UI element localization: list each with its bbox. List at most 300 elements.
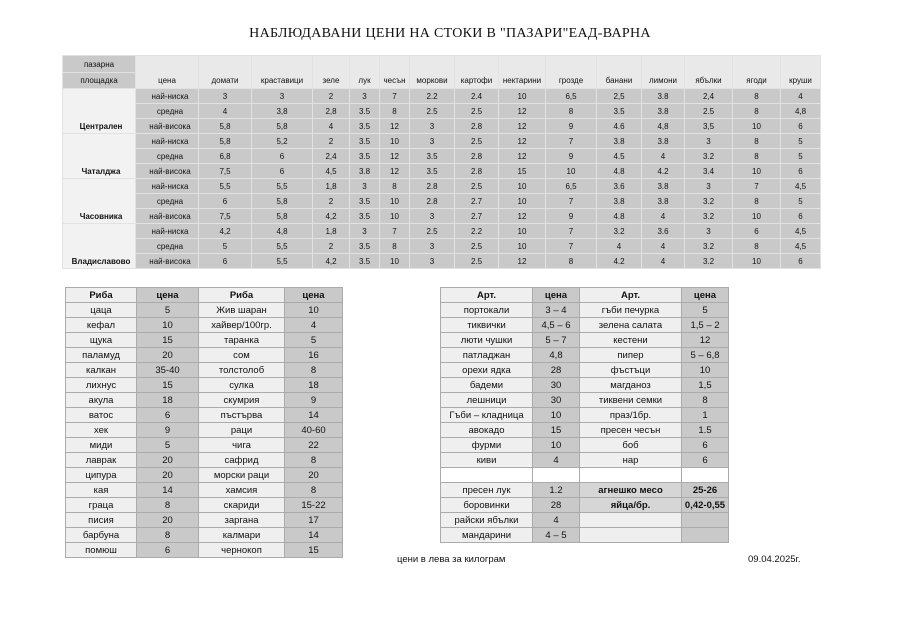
- item-name-cell: хайвер/100гр.: [199, 318, 284, 332]
- item-name-cell: пресен лук: [441, 483, 532, 497]
- price-cell: 4: [781, 89, 820, 103]
- col-header: лук: [350, 56, 379, 88]
- price-cell: 3: [350, 224, 379, 238]
- price-cell: 3: [199, 89, 251, 103]
- item-name-cell: калкан: [66, 363, 136, 377]
- price-cell: 5: [781, 194, 820, 208]
- price-cell: 10: [733, 254, 780, 268]
- price-level-label: най-ниска: [136, 224, 198, 238]
- price-cell: 3: [350, 179, 379, 193]
- price-cell: 3.8: [642, 104, 684, 118]
- item-name-cell: люти чушки: [441, 333, 532, 347]
- item-price-cell: 1.2: [533, 483, 579, 497]
- item-price-cell: 12: [682, 333, 728, 347]
- item-price-cell: 20: [137, 453, 198, 467]
- item-name-cell: скариди: [199, 498, 284, 512]
- price-cell: 7: [546, 224, 596, 238]
- price-cell: 4.6: [597, 119, 641, 133]
- item-name-cell: зелена салата: [580, 318, 681, 332]
- price-cell: 6: [733, 224, 780, 238]
- item-price-cell: 5: [137, 438, 198, 452]
- price-cell: 2,5: [597, 89, 641, 103]
- market-name: Централен: [63, 89, 135, 133]
- col-header: зеле: [313, 56, 349, 88]
- price-cell: 5,8: [252, 119, 312, 133]
- price-cell: 4: [199, 104, 251, 118]
- item-price-cell: 8: [682, 393, 728, 407]
- item-name-cell: лешници: [441, 393, 532, 407]
- item-price-cell: 5: [137, 303, 198, 317]
- item-name-cell: скумрия: [199, 393, 284, 407]
- price-cell: 3.8: [597, 134, 641, 148]
- item-price-cell: [682, 513, 728, 527]
- price-level-label: най-ниска: [136, 134, 198, 148]
- price-cell: 12: [499, 104, 545, 118]
- price-cell: 2.5: [410, 104, 454, 118]
- price-cell: 1,8: [313, 179, 349, 193]
- item-name-cell: боб: [580, 438, 681, 452]
- price-cell: 3.6: [642, 224, 684, 238]
- price-cell: 2.5: [455, 134, 498, 148]
- price-cell: 2: [313, 89, 349, 103]
- item-price-cell: 28: [533, 363, 579, 377]
- price-cell: 3.5: [410, 149, 454, 163]
- item-price-cell: 1,5: [682, 378, 728, 392]
- price-cell: 3.8: [642, 194, 684, 208]
- item-price-cell: 30: [533, 378, 579, 392]
- item-name-cell: ватос: [66, 408, 136, 422]
- corner-header-bottom: площадка: [63, 73, 135, 88]
- item-price-cell: 10: [285, 303, 342, 317]
- item-name-cell: сом: [199, 348, 284, 362]
- price-cell: 2.2: [410, 89, 454, 103]
- item-name-cell: калмари: [199, 528, 284, 542]
- price-cell: 4: [642, 239, 684, 253]
- col-header: Риба: [199, 288, 284, 302]
- item-price-cell: 17: [285, 513, 342, 527]
- price-cell: 2.8: [455, 149, 498, 163]
- price-cell: 9: [546, 119, 596, 133]
- item-name-cell: Гъби – кладница: [441, 408, 532, 422]
- item-price-cell: 8: [137, 498, 198, 512]
- price-cell: 12: [499, 209, 545, 223]
- item-price-cell: 8: [285, 483, 342, 497]
- item-price-cell: 8: [137, 528, 198, 542]
- price-cell: 5,8: [199, 119, 251, 133]
- report-date: 09.04.2025г.: [748, 554, 801, 565]
- item-name-cell: пъстърва: [199, 408, 284, 422]
- price-cell: 15: [499, 164, 545, 178]
- price-cell: 5: [781, 149, 820, 163]
- price-cell: 7: [546, 194, 596, 208]
- price-cell: 4,2: [313, 254, 349, 268]
- price-cell: 3: [685, 134, 732, 148]
- item-name-cell: сафрид: [199, 453, 284, 467]
- price-cell: 12: [380, 149, 409, 163]
- item-price-cell: 10: [137, 318, 198, 332]
- price-cell: 4: [642, 254, 684, 268]
- item-name-cell: кефал: [66, 318, 136, 332]
- item-name-cell: яйца/бр.: [580, 498, 681, 512]
- item-price-cell: 20: [137, 513, 198, 527]
- price-cell: 8: [546, 254, 596, 268]
- item-name-cell: фъстъци: [580, 363, 681, 377]
- item-name-cell: нар: [580, 453, 681, 467]
- price-cell: 12: [380, 164, 409, 178]
- price-cell: 3: [685, 179, 732, 193]
- item-name-cell: раци: [199, 423, 284, 437]
- price-cell: 10: [499, 179, 545, 193]
- item-name-cell: [441, 468, 532, 482]
- price-cell: 5,5: [252, 239, 312, 253]
- price-cell: 2.8: [410, 194, 454, 208]
- item-price-cell: 6: [137, 543, 198, 557]
- price-cell: 6: [252, 149, 312, 163]
- item-name-cell: пипер: [580, 348, 681, 362]
- price-cell: 7,5: [199, 164, 251, 178]
- item-name-cell: кестени: [580, 333, 681, 347]
- price-cell: 12: [380, 119, 409, 133]
- price-cell: 2,4: [313, 149, 349, 163]
- price-cell: 3.8: [597, 194, 641, 208]
- price-cell: 12: [499, 134, 545, 148]
- price-cell: 2.7: [455, 209, 498, 223]
- price-cell: 2.2: [455, 224, 498, 238]
- price-level-label: средна: [136, 149, 198, 163]
- price-cell: 6: [199, 254, 251, 268]
- price-cell: 9: [546, 149, 596, 163]
- units-note: цени в лева за килограм: [397, 554, 506, 565]
- item-price-cell: 15-22: [285, 498, 342, 512]
- price-cell: 4,5: [781, 224, 820, 238]
- price-cell: 5,5: [199, 179, 251, 193]
- item-name-cell: сулка: [199, 378, 284, 392]
- page-title: НАБЛЮДАВАНИ ЦЕНИ НА СТОКИ В "ПАЗАРИ"ЕАД-ВАРНА: [249, 26, 651, 41]
- col-header: цена: [682, 288, 728, 302]
- price-cell: 3: [350, 89, 379, 103]
- price-cell: 5,5: [252, 179, 312, 193]
- item-name-cell: паламуд: [66, 348, 136, 362]
- item-name-cell: тиквени семки: [580, 393, 681, 407]
- price-cell: 2.8: [410, 179, 454, 193]
- item-price-cell: 8: [285, 363, 342, 377]
- item-price-cell: 25-26: [682, 483, 728, 497]
- price-cell: 10: [499, 239, 545, 253]
- price-cell: 3.2: [685, 254, 732, 268]
- market-name: Чаталджа: [63, 134, 135, 178]
- item-price-cell: 6: [682, 438, 728, 452]
- item-price-cell: 30: [533, 393, 579, 407]
- item-name-cell: барбуна: [66, 528, 136, 542]
- price-cell: 8: [733, 149, 780, 163]
- price-cell: 2.5: [455, 179, 498, 193]
- item-price-cell: 0,42-0,55: [682, 498, 728, 512]
- fish-price-table: [65, 287, 343, 558]
- price-cell: 8: [733, 134, 780, 148]
- price-level-label: средна: [136, 194, 198, 208]
- item-price-cell: 10: [533, 408, 579, 422]
- price-cell: 3.5: [350, 209, 379, 223]
- item-price-cell: 14: [285, 528, 342, 542]
- item-price-cell: 15: [285, 543, 342, 557]
- col-header: Риба: [66, 288, 136, 302]
- price-cell: 2.8: [455, 164, 498, 178]
- item-name-cell: фурми: [441, 438, 532, 452]
- item-price-cell: 14: [137, 483, 198, 497]
- item-name-cell: помюш: [66, 543, 136, 557]
- price-cell: 4: [313, 119, 349, 133]
- item-price-cell: 5: [682, 303, 728, 317]
- col-header: ябълки: [685, 56, 732, 88]
- price-cell: 6: [252, 164, 312, 178]
- col-header: чесън: [380, 56, 409, 88]
- price-cell: 10: [546, 164, 596, 178]
- price-cell: 9: [546, 209, 596, 223]
- item-name-cell: хек: [66, 423, 136, 437]
- col-header: цена: [136, 56, 198, 88]
- price-cell: 3: [410, 209, 454, 223]
- item-price-cell: 4: [285, 318, 342, 332]
- price-cell: 3.2: [685, 149, 732, 163]
- item-name-cell: [580, 528, 681, 542]
- item-price-cell: 10: [533, 438, 579, 452]
- price-cell: 7: [546, 134, 596, 148]
- item-name-cell: тиквички: [441, 318, 532, 332]
- item-price-cell: 5: [285, 333, 342, 347]
- item-price-cell: [682, 528, 728, 542]
- price-cell: 6: [781, 119, 820, 133]
- item-price-cell: 35-40: [137, 363, 198, 377]
- price-cell: 4: [597, 239, 641, 253]
- item-price-cell: 20: [285, 468, 342, 482]
- item-name-cell: хамсия: [199, 483, 284, 497]
- item-name-cell: цаца: [66, 303, 136, 317]
- item-name-cell: щука: [66, 333, 136, 347]
- price-level-label: най-висока: [136, 119, 198, 133]
- price-cell: 3: [410, 254, 454, 268]
- price-level-label: най-висока: [136, 209, 198, 223]
- price-cell: 2,8: [313, 104, 349, 118]
- price-cell: 2: [313, 194, 349, 208]
- price-cell: 4.8: [597, 209, 641, 223]
- col-header: ягоди: [733, 56, 780, 88]
- item-price-cell: 1: [682, 408, 728, 422]
- item-name-cell: лихнус: [66, 378, 136, 392]
- price-cell: 4.5: [597, 149, 641, 163]
- corner-header-top: пазарна: [63, 56, 135, 72]
- item-name-cell: лаврак: [66, 453, 136, 467]
- price-cell: 3.5: [350, 149, 379, 163]
- item-name-cell: магданоз: [580, 378, 681, 392]
- price-cell: 3.6: [597, 179, 641, 193]
- item-price-cell: 22: [285, 438, 342, 452]
- price-cell: 5: [781, 134, 820, 148]
- item-name-cell: [580, 513, 681, 527]
- col-header: нектарини: [499, 56, 545, 88]
- item-price-cell: 16: [285, 348, 342, 362]
- price-cell: 6: [199, 194, 251, 208]
- price-cell: 5,2: [252, 134, 312, 148]
- price-cell: 3: [410, 239, 454, 253]
- item-price-cell: 18: [137, 393, 198, 407]
- price-cell: 2: [313, 239, 349, 253]
- item-name-cell: пресен чесън: [580, 423, 681, 437]
- price-cell: 1,8: [313, 224, 349, 238]
- col-header: моркови: [410, 56, 454, 88]
- price-cell: 4,8: [642, 119, 684, 133]
- price-cell: 3.5: [410, 164, 454, 178]
- price-cell: 3.8: [642, 89, 684, 103]
- price-cell: 4,2: [199, 224, 251, 238]
- item-name-cell: боровинки: [441, 498, 532, 512]
- price-cell: 8: [380, 179, 409, 193]
- item-price-cell: 9: [137, 423, 198, 437]
- price-cell: 3.5: [597, 104, 641, 118]
- item-price-cell: 4: [533, 453, 579, 467]
- item-name-cell: миди: [66, 438, 136, 452]
- item-price-cell: 10: [682, 363, 728, 377]
- price-level-label: най-висока: [136, 254, 198, 268]
- price-cell: 6: [781, 254, 820, 268]
- price-cell: 8: [733, 89, 780, 103]
- price-cell: 3.5: [350, 104, 379, 118]
- price-cell: 4.2: [597, 254, 641, 268]
- price-level-label: средна: [136, 239, 198, 253]
- price-cell: 3: [252, 89, 312, 103]
- col-header: банани: [597, 56, 641, 88]
- price-cell: 4,5: [313, 164, 349, 178]
- price-cell: 3.5: [350, 119, 379, 133]
- item-name-cell: чига: [199, 438, 284, 452]
- main-price-table: [62, 55, 821, 269]
- price-cell: 8: [380, 239, 409, 253]
- item-price-cell: 20: [137, 348, 198, 362]
- item-price-cell: 20: [137, 468, 198, 482]
- price-cell: 8: [733, 239, 780, 253]
- price-cell: 12: [499, 119, 545, 133]
- item-name-cell: ципура: [66, 468, 136, 482]
- item-name-cell: кая: [66, 483, 136, 497]
- price-cell: 3.2: [597, 224, 641, 238]
- price-cell: 3.4: [685, 164, 732, 178]
- item-price-cell: 8: [285, 453, 342, 467]
- price-cell: 10: [499, 89, 545, 103]
- price-cell: 3.5: [350, 194, 379, 208]
- price-cell: 4,2: [313, 209, 349, 223]
- price-cell: 7,5: [199, 209, 251, 223]
- item-price-cell: 18: [285, 378, 342, 392]
- price-cell: 8: [380, 104, 409, 118]
- price-cell: 5,5: [252, 254, 312, 268]
- col-header: картофи: [455, 56, 498, 88]
- item-name-cell: мандарини: [441, 528, 532, 542]
- price-level-label: най-висока: [136, 164, 198, 178]
- item-name-cell: граца: [66, 498, 136, 512]
- price-cell: 3.8: [350, 164, 379, 178]
- price-cell: 10: [380, 194, 409, 208]
- item-name-cell: бадеми: [441, 378, 532, 392]
- col-header: лимони: [642, 56, 684, 88]
- price-level-label: най-ниска: [136, 179, 198, 193]
- price-cell: 3.5: [350, 134, 379, 148]
- item-name-cell: акула: [66, 393, 136, 407]
- item-price-cell: 6: [682, 453, 728, 467]
- price-cell: 8: [546, 104, 596, 118]
- price-cell: 3.2: [685, 239, 732, 253]
- item-name-cell: морски раци: [199, 468, 284, 482]
- item-price-cell: 5 – 7: [533, 333, 579, 347]
- price-cell: 4.2: [642, 164, 684, 178]
- item-name-cell: писия: [66, 513, 136, 527]
- price-cell: 3,8: [252, 104, 312, 118]
- price-cell: 2: [313, 134, 349, 148]
- price-cell: 10: [499, 194, 545, 208]
- item-price-cell: 1,5 – 2: [682, 318, 728, 332]
- price-cell: 5,8: [252, 209, 312, 223]
- price-cell: 3.8: [642, 179, 684, 193]
- price-cell: 6: [781, 209, 820, 223]
- price-cell: 3.5: [350, 239, 379, 253]
- item-name-cell: райски ябълки: [441, 513, 532, 527]
- col-header: краставици: [252, 56, 312, 88]
- price-cell: 3.2: [685, 209, 732, 223]
- item-price-cell: 14: [285, 408, 342, 422]
- item-price-cell: 3 – 4: [533, 303, 579, 317]
- price-cell: 10: [380, 134, 409, 148]
- articles-price-table: [440, 287, 729, 543]
- price-cell: 2.7: [455, 194, 498, 208]
- price-cell: 4,8: [781, 104, 820, 118]
- price-cell: 2.5: [455, 239, 498, 253]
- price-cell: 3: [410, 134, 454, 148]
- item-price-cell: 6: [137, 408, 198, 422]
- item-price-cell: 28: [533, 498, 579, 512]
- item-name-cell: Жив шаран: [199, 303, 284, 317]
- price-cell: 10: [499, 224, 545, 238]
- item-name-cell: авокадо: [441, 423, 532, 437]
- item-name-cell: киви: [441, 453, 532, 467]
- item-name-cell: праз/1бр.: [580, 408, 681, 422]
- price-cell: 4.8: [597, 164, 641, 178]
- price-cell: 4: [642, 209, 684, 223]
- price-cell: 7: [380, 89, 409, 103]
- item-name-cell: орехи ядка: [441, 363, 532, 377]
- price-cell: 2.5: [455, 104, 498, 118]
- item-price-cell: 5 – 6,8: [682, 348, 728, 362]
- price-cell: 7: [733, 179, 780, 193]
- price-cell: 12: [499, 254, 545, 268]
- item-price-cell: 15: [533, 423, 579, 437]
- price-cell: 5,8: [252, 194, 312, 208]
- item-price-cell: 4: [533, 513, 579, 527]
- col-header: грозде: [546, 56, 596, 88]
- price-cell: 2.5: [455, 254, 498, 268]
- col-header: круши: [781, 56, 820, 88]
- price-cell: 2.8: [455, 119, 498, 133]
- price-cell: 10: [733, 164, 780, 178]
- price-cell: 4: [642, 149, 684, 163]
- price-cell: 3,5: [685, 119, 732, 133]
- price-level-label: средна: [136, 104, 198, 118]
- item-name-cell: толстолоб: [199, 363, 284, 377]
- price-cell: 3: [410, 119, 454, 133]
- col-header: домати: [199, 56, 251, 88]
- price-cell: 2,4: [685, 89, 732, 103]
- price-cell: 12: [499, 149, 545, 163]
- price-cell: 4,5: [781, 239, 820, 253]
- item-name-cell: чернокоп: [199, 543, 284, 557]
- col-header: цена: [137, 288, 198, 302]
